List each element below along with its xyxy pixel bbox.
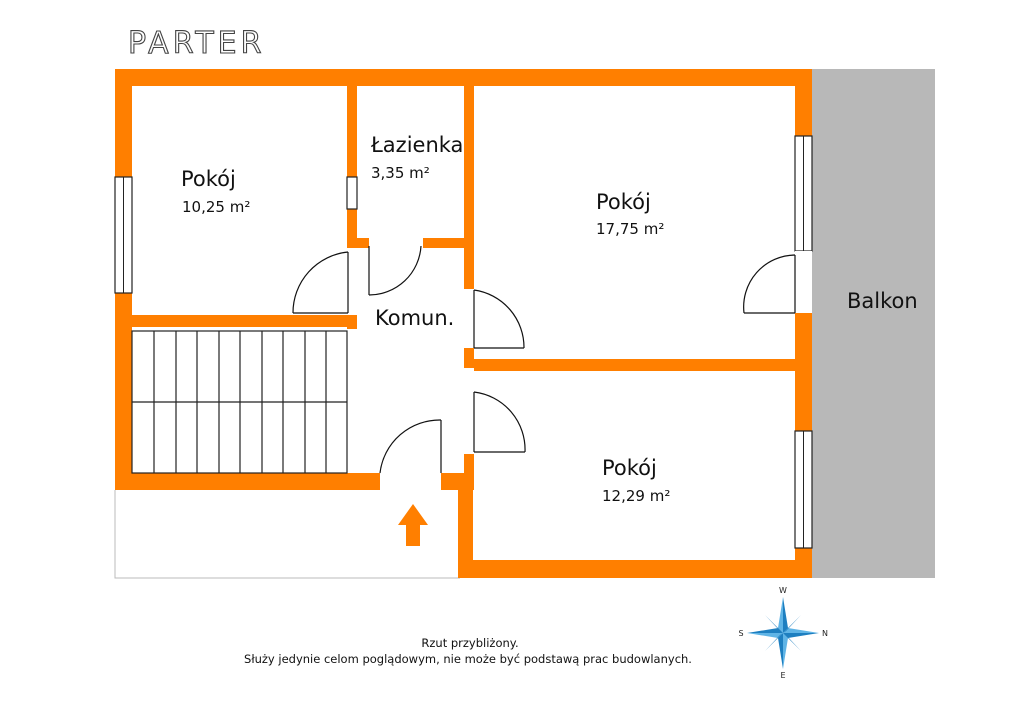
door-bathroom (369, 246, 421, 295)
room-name-pokoj-3: Pokój (602, 456, 657, 480)
door-room-left (293, 252, 348, 313)
plan-title: PARTER (128, 26, 266, 61)
entrance-arrow-icon (398, 504, 428, 546)
room-name-komunikacja: Komun. (375, 306, 455, 330)
compass-letter-right: N (822, 629, 828, 638)
room-name-pokoj-1: Pokój (181, 167, 236, 191)
window-bathroom (347, 177, 357, 209)
note-line-1: Rzut przybliżony. (421, 636, 519, 650)
compass-letter-bottom: E (780, 671, 786, 680)
door-room-bottom-right (474, 392, 525, 452)
balcony-door-opening (795, 251, 812, 313)
room-area-pokoj-3: 12,29 m² (602, 487, 671, 505)
room-area-pokoj-2: 17,75 m² (596, 220, 665, 238)
balcony-area (812, 69, 935, 578)
walls (115, 69, 812, 578)
room-name-lazienka: Łazienka (371, 133, 464, 157)
compass-letter-top: W (779, 586, 787, 595)
room-name-balkon: Balkon (847, 289, 918, 313)
compass-rose-icon (738, 586, 828, 680)
door-entrance (380, 420, 441, 473)
room-name-pokoj-2: Pokój (596, 190, 651, 214)
room-area-lazienka: 3,35 m² (371, 164, 430, 182)
door-balcony (744, 255, 795, 313)
door-room-top-right (474, 290, 524, 348)
note-line-2: Służy jedynie celom poglądowym, nie może być podstawą prac budowlanych. (244, 652, 692, 666)
compass-letter-left: S (738, 629, 744, 638)
staircase (132, 331, 347, 473)
room-area-pokoj-1: 10,25 m² (182, 198, 251, 216)
